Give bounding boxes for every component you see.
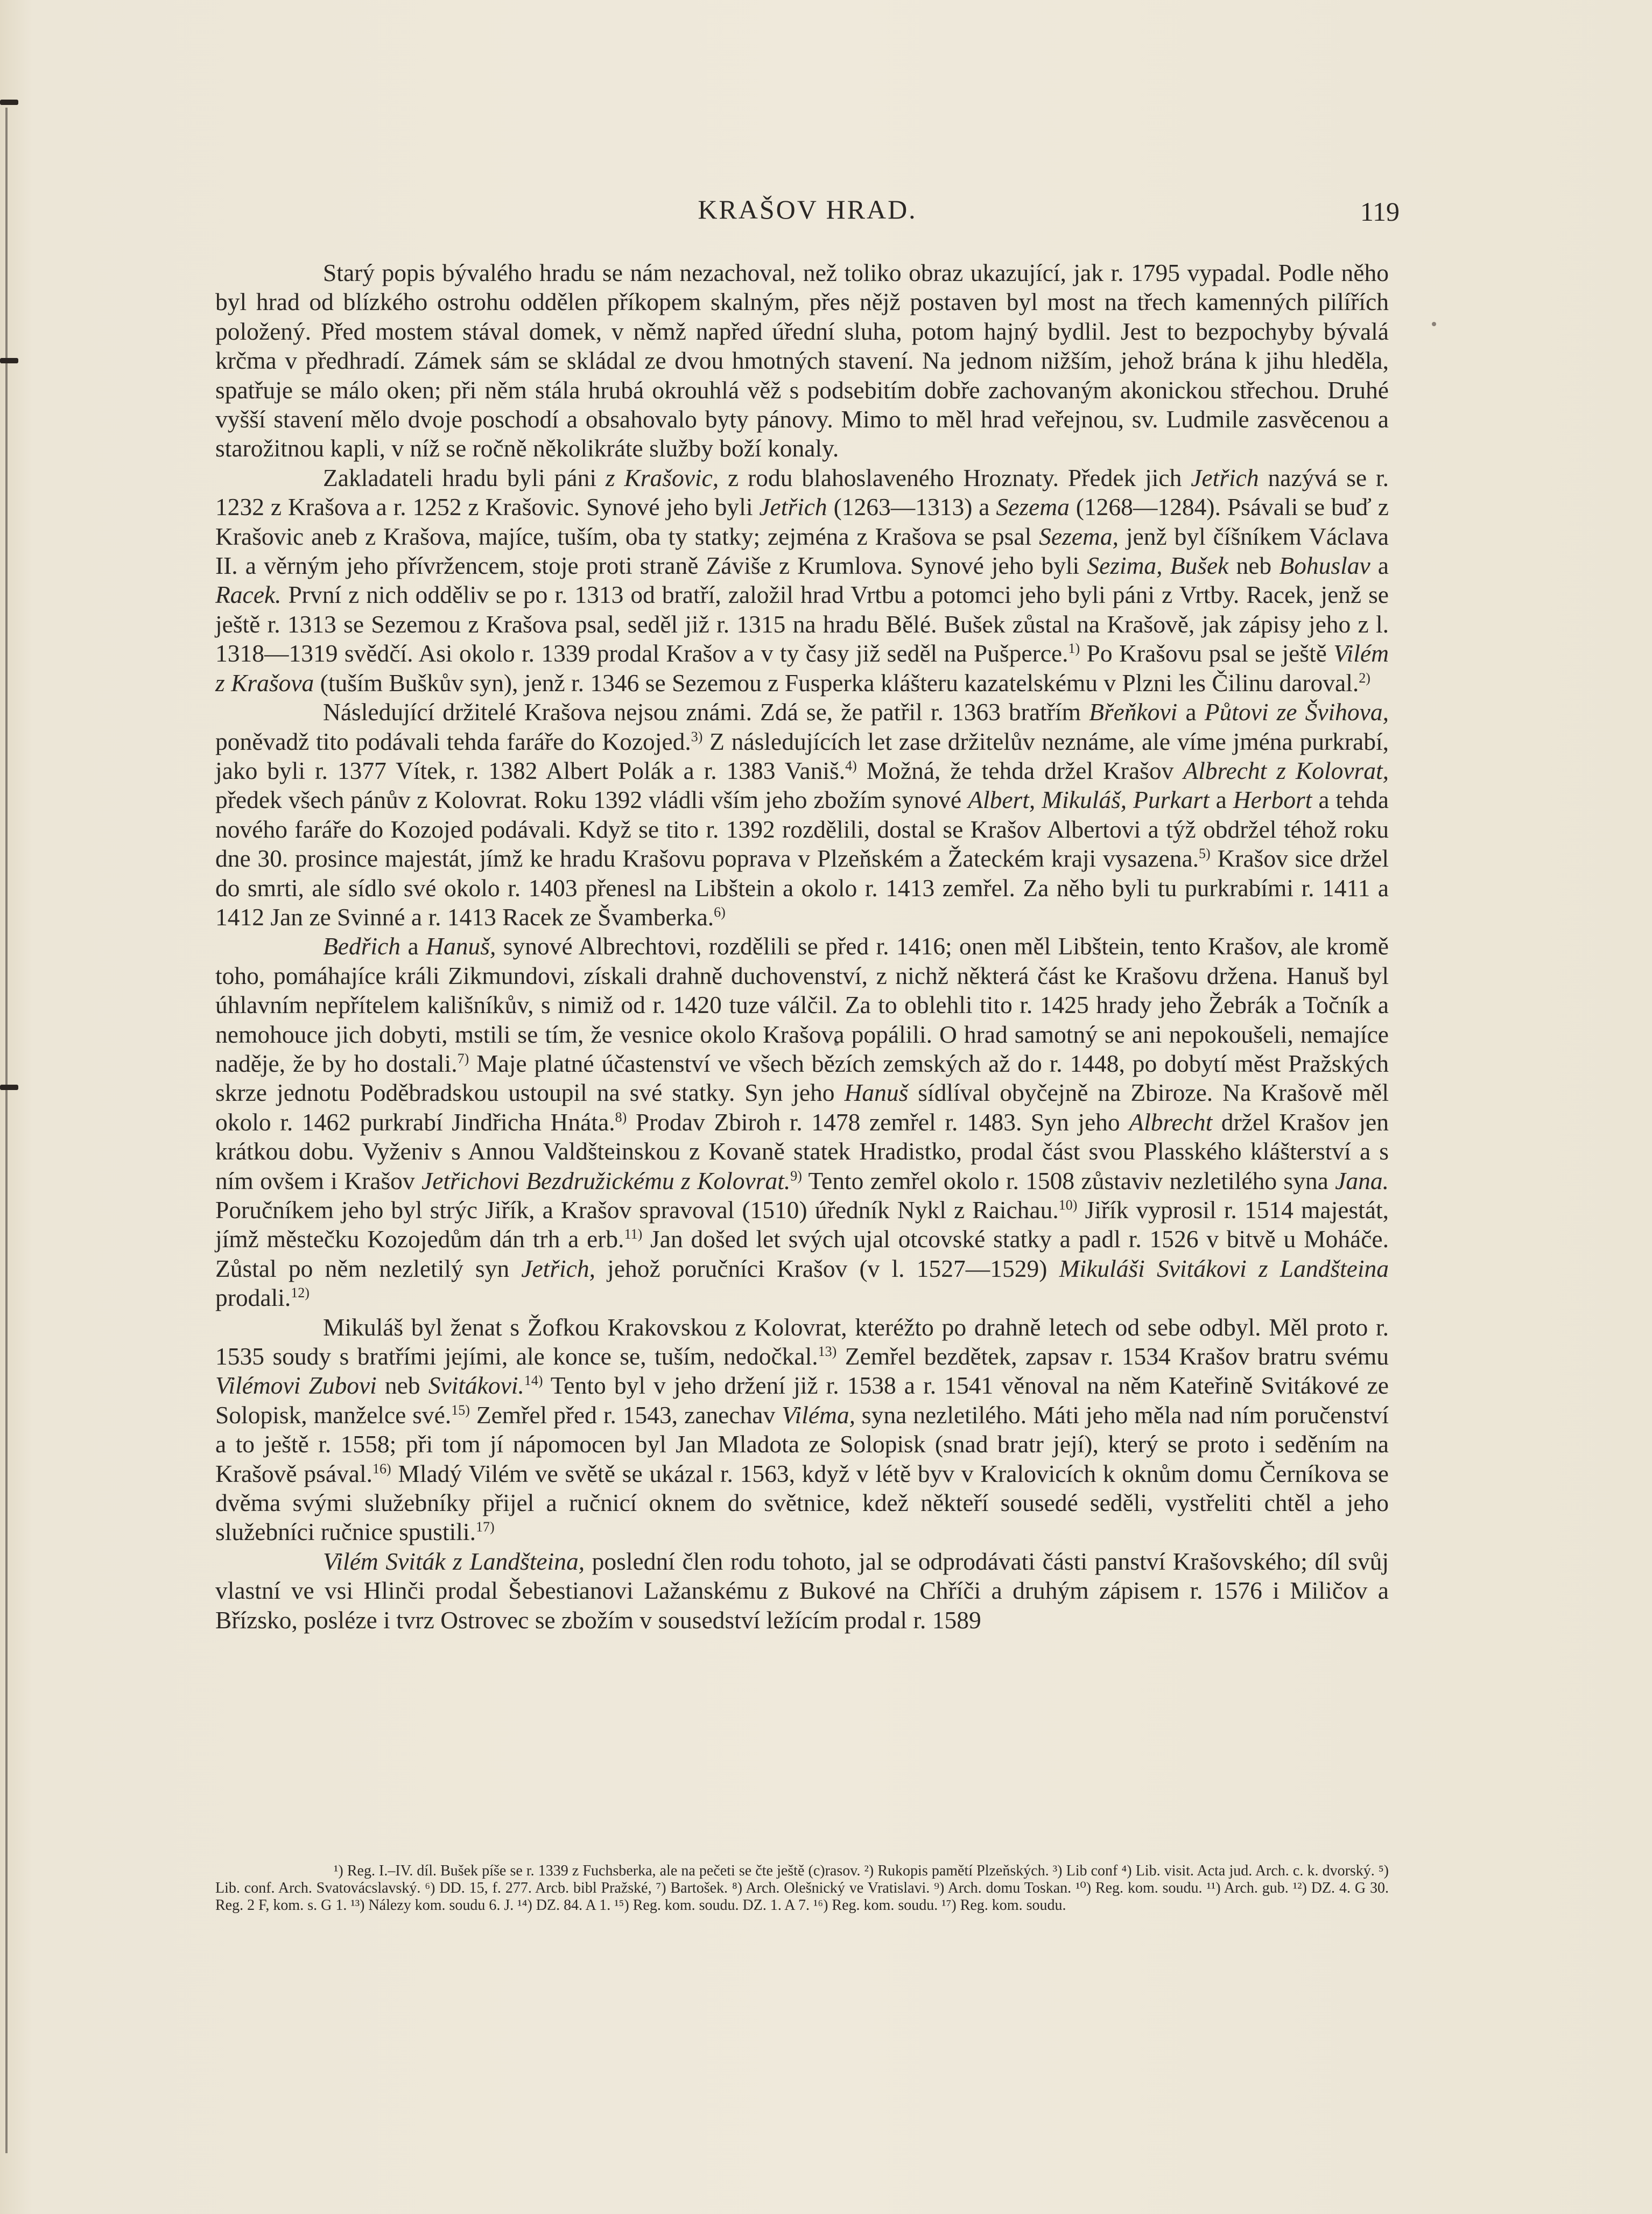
text-run: a tehda nového faráře do Kozojed podávali. Když se tito r. 1392 rozdělili, dostal se Krašov Albertovi a týž obdržel téhož roku dne 30. prosince majestát, jímž ke hradu Krašovu poprava v Plzeňském a Žateckém kraji vysazena. — [215, 786, 1389, 873]
text-run: předek všech pánův z Kolovrat. Roku 1392 vládli vším jeho zbožím synové — [215, 786, 968, 814]
italic-name: Bedřich — [323, 932, 401, 960]
text-run: poslední člen rodu tohoto, jal se odprodávati části panství Krašovského; díl svůj vlastní ve vsi Hlinči prodal Šebestianovi Lažanskému z Bukové na Chříči a druhým zápisem r. 1576 i Miličov a Břízsko, posléze i tvrz Ostrovec se zbožím v sousedství ležícím prodal r. 1589 — [215, 1547, 1389, 1634]
footnote-ref: 12) — [291, 1285, 310, 1301]
text-run: Zemřel bezdětek, zapsav r. 1534 Krašov bratru svému — [836, 1343, 1389, 1370]
text-run: neb — [1228, 552, 1280, 580]
italic-name: Jetřich — [1191, 463, 1259, 491]
italic-name: Vilémovi Zubovi — [215, 1372, 377, 1400]
italic-name: Jana. — [1335, 1166, 1389, 1194]
italic-name: Albrecht — [1129, 1108, 1213, 1136]
italic-name: Jetřichovi Bezdružickému z Kolovrat. — [421, 1166, 791, 1194]
text-run: Mikuláš byl ženat s Žofkou Krakovskou z Kolovrat, kteréžto po drahně letech od sebe odbyl. Měl proto r. 1535 soudy s bratřími jejími, ale konce se, tuším, nedočkal. — [215, 1313, 1389, 1370]
footnote-text: ¹) Reg. I.–IV. díl. Bušek píše se r. 1339 z Fuchsberka, ale na pečeti se čte ještě (c)rasov. ²) Rukopis pamětí Plzeňských. ³) Lib conf ⁴) Lib. visit. Acta jud. Arch. c. k. dvorský. ⁵) Lib. conf. Arch. Svatovácslavský. ⁶) DD. 15, f. 277. Arcb. bibl Pražské, ⁷) Bartošek. ⁸) Arch. Olešnický ve Vratislavi. ⁹) Arch. domu Toskan. ¹⁰) Reg. kom. soudu. ¹¹) Arch. gub. ¹²) DZ. 4. G 30. Reg. 2 F, kom. s. G 1. ¹³) Nálezy kom. soudu 6. J. ¹⁴) DZ. 84. A 1. ¹⁵) Reg. kom. soudu. DZ. 1. A 7. ¹⁶) Reg. kom. soudu. ¹⁷) Reg. kom. soudu. — [215, 1862, 1389, 1914]
footnote-ref: 9) — [790, 1168, 802, 1184]
binding-mark — [0, 100, 18, 105]
footnote-ref: 6) — [714, 904, 726, 920]
italic-name: Bohuslav — [1279, 552, 1370, 580]
text-run: Tento zemřel okolo r. 1508 zůstaviv nezletilého syna — [802, 1166, 1335, 1194]
text-run: Z následujících let zase držitelův neznáme, ale víme jména purkrabí, jako byli r. 1377 Vítek, r. 1382 Albert Polák a r. 1383 Vaniš. — [215, 727, 1389, 784]
text-run: Starý popis bývalého hradu se nám nezachoval, než toliko obraz ukazující, jak r. 1795 vypadal. Podle něho byl hrad od blízkého ostrohu oddělen příkopem skalným, přes nějž postaven byl most na třech kamenných pilířích položený. Před mostem stával domek, v němž napřed úřední sluha, potom hajný bydlil. Jest to bezpochyby bývalá krčma v předhradí. Zámek sám se skládal ze dvou hmotných stavení. Na jednom nižším, jehož brána k jihu hleděla, spatřuje se málo oken; při něm stála hrubá okrouhlá věž s podsebitím dobře zachovaným akonickou střechou. Druhé vyšší stavení mělo dvoje poschodí a obsahovalo byty pánovy. Mimo to měl hrad veřejnou, sv. Ludmile zasvěcenou a starožitnou kapli, v níž se ročně několikráte služby boží konaly. — [215, 259, 1389, 462]
text-run: prodali. — [215, 1284, 291, 1312]
text-run: (tuším Buškův syn), jenž r. 1346 se Sezemou z Fusperka klášteru kazatelskému v Plzni les Čilinu daroval. — [314, 669, 1359, 697]
text-run: z rodu blahoslaveného Hroznaty. Předek jich — [719, 463, 1191, 491]
italic-name: Albert, Mikuláš, Purkart — [968, 786, 1210, 814]
text-run: Maje platné účastenství ve všech bězích zemských až do r. 1448, po dobytí měst Pražských skrze jednotu Poděbradskou ustoupil na své statky. Syn jeho — [215, 1049, 1389, 1107]
italic-name: Sezema, — [1039, 522, 1119, 550]
footnote-ref: 16) — [372, 1460, 391, 1477]
text-run: Zakladateli hradu byli páni — [323, 463, 606, 491]
italic-name: Jetřich — [759, 493, 827, 521]
italic-name: Vilém Sviták z Landšteina, — [323, 1547, 585, 1575]
body-text — [215, 258, 1389, 1635]
italic-name: z Krašovic, — [605, 463, 719, 491]
italic-name: Mikuláši Svitákovi z Landšteina — [1059, 1254, 1389, 1282]
text-run: Krašov sice držel do smrti, ale sídlo své okolo r. 1403 přenesl na Libštein a okolo r. 1413 zemřel. Za něho byli tu purkrabími r. 1411 a 1412 Jan ze Svinné a r. 1413 Racek ze Švamberka. — [215, 845, 1389, 931]
text-run: syna nezletilého. Máti jeho měla nad ním poručenství a to ještě r. 1558; při tom jí nápomocen byl Jan Mladota ze Solopisk (snad bratr její), který se proto i seděním na Krašově psával. — [215, 1401, 1389, 1487]
text-run: synové Albrechtovi, rozdělili se před r. 1416; onen měl Libštein, tento Krašov, ale kromě toho, pomáhajíce králi Zikmundovi, získali drahně duchovenství, z nichž některá část ke Krašovu držena. Hanuš byl úhlavním nepřítelem kališníkův, s nimiž od r. 1420 tuze válčil. Za to oblehli tito r. 1425 hrady jeho Žebrák a Točník a nemohouce jich dobyti, mstili se tím, že vesnice okolo Krašova popálili. O hrad samotný se ani nepokoušeli, nemajíce naděje, že by ho dostali. — [215, 932, 1389, 1077]
text-run: jehož poručníci Krašov (v l. 1527—1529) — [595, 1254, 1059, 1282]
text-run: nazývá se r. 1232 z Krašova a r. 1252 z Krašovic. Synové jeho byli — [215, 463, 1389, 521]
italic-name: Herbort — [1233, 786, 1312, 814]
text-run: Následující držitelé Krašova nejsou známi. Zdá se, že patřil r. 1363 bratřím — [323, 698, 1089, 726]
paragraph — [215, 932, 1389, 1312]
text-run: (1268—1284). Psávali se buď z Krašovic aneb z Krašova, majíce, tuším, oba ty statky; zejména z Krašova se psal — [215, 493, 1389, 550]
running-title: KRAŠOV HRAD. — [698, 194, 917, 224]
text-run: Tento byl v jeho držení již r. 1538 a r. 1541 věnoval na něm Kateřině Svitákové ze Solopisk, manželce své. — [215, 1372, 1389, 1429]
footnote-ref: 17) — [475, 1519, 495, 1535]
italic-name: Viléma, — [782, 1401, 856, 1429]
text-run: a — [1370, 552, 1389, 580]
text-run: poněvadž tito podávali tehda faráře do Kozojed. — [215, 727, 691, 755]
footnote-ref: 7) — [457, 1050, 469, 1066]
binding-edge — [5, 108, 8, 2153]
footnotes — [215, 1862, 1389, 1914]
footnote-ref: 4) — [845, 757, 857, 774]
text-run: sídlíval obyčejně na Zbiroze. Na Krašově měl okolo r. 1462 purkrabí Jindřicha Hnáta. — [215, 1079, 1389, 1136]
text-run: a — [1177, 698, 1205, 726]
text-run: Mladý Vilém ve světě se ukázal r. 1563, když v létě byv v Kralovicích k oknům domu Černíkova se dvěma svými služebníky přijel a ručnicí oknem do světnice, kdež někteří sousedé seděli, vystřeliti chtěl a jeho služebníci ručnice spustili. — [215, 1459, 1389, 1546]
footnote-ref: 14) — [524, 1373, 543, 1389]
paper-speck — [1432, 322, 1436, 326]
footnote-ref: 11) — [624, 1226, 643, 1242]
italic-name: Racek. — [215, 581, 282, 609]
text-run: neb — [376, 1372, 428, 1400]
text-run: První z nich odděliv se po r. 1313 od bratří, založil hrad Vrtbu a potomci jeho byli páni z Vrtby. Racek, jenž se ještě r. 1313 se Sezemou z Krašova psal, seděl již r. 1315 na hradu Bělé. Bušek zůstal na Krašově, jak zápisy jeho z l. 1318—1319 svědčí. Asi okolo r. 1339 prodal Krašov a v ty časy již seděl na Pušperce. — [215, 581, 1389, 667]
text-run: jenž byl číšníkem Václava II. a věrným jeho přívržencem, stoje proti straně Záviše z Krumlova. Synové jeho byli — [215, 522, 1389, 580]
italic-name: Hanuš, — [426, 932, 496, 960]
binding-mark — [0, 358, 18, 363]
page-number: 119 — [1360, 196, 1400, 227]
italic-name: Albrecht z Kolovrat, — [1183, 756, 1389, 784]
italic-name: Vilém z Krašova — [215, 639, 1389, 697]
binding-mark — [0, 1085, 18, 1090]
italic-name: Hanuš — [844, 1079, 909, 1107]
text-run: a — [400, 932, 426, 960]
footnote-ref: 13) — [818, 1343, 837, 1359]
italic-name: Půtovi ze Švihova, — [1204, 698, 1389, 726]
footnote-ref: 5) — [1199, 845, 1211, 861]
page-header — [215, 194, 1400, 231]
footnote-ref: 8) — [615, 1109, 627, 1125]
paragraph — [215, 698, 1389, 932]
text-run: Po Krašovu psal se ještě — [1080, 639, 1334, 667]
paragraph — [215, 463, 1389, 698]
text-run: Možná, že tehda držel Krašov — [856, 756, 1184, 784]
text-run: držel Krašov jen krátkou dobu. Vyženiv s Annou Valdšteinskou z Kovaně statek Hradistko, prodal část svou Plasského klášterství a s ním ovšem i Krašov — [215, 1108, 1389, 1194]
footnote-ref: 3) — [691, 728, 703, 744]
text-run: Zemřel před r. 1543, zanechav — [469, 1401, 782, 1429]
footnote-ref: 2) — [1359, 670, 1370, 686]
paragraph — [215, 1313, 1389, 1547]
text-run: Jiřík vyprosil r. 1514 majestát, jímž městečku Kozojedům dán trh a erb. — [215, 1196, 1389, 1253]
footnote-ref: 10) — [1058, 1197, 1078, 1213]
footnote-ref: 1) — [1068, 641, 1080, 657]
italic-name: Svitákovi. — [428, 1372, 524, 1400]
footnote-ref: 15) — [451, 1402, 470, 1418]
paragraph — [215, 258, 1389, 463]
text-run: a — [1209, 786, 1233, 814]
italic-name: Břeňkovi — [1089, 698, 1178, 726]
text-run: Jan došed let svých ujal otcovské statky a padl r. 1526 v bitvě u Moháče. Zůstal po něm nezletilý syn — [215, 1225, 1389, 1282]
italic-name: Sezema — [996, 493, 1070, 521]
text-run: Prodav Zbiroh r. 1478 zemřel r. 1483. Syn jeho — [627, 1108, 1129, 1136]
italic-name: Sezima, Bušek — [1087, 552, 1229, 580]
text-run: (1263—1313) a — [827, 493, 996, 521]
text-run: Poručníkem jeho byl strýc Jiřík, a Krašov spravoval (1510) úředník Nykl z Raichau. — [215, 1196, 1059, 1224]
paragraph — [215, 1547, 1389, 1635]
italic-name: Jetřich, — [521, 1254, 595, 1282]
